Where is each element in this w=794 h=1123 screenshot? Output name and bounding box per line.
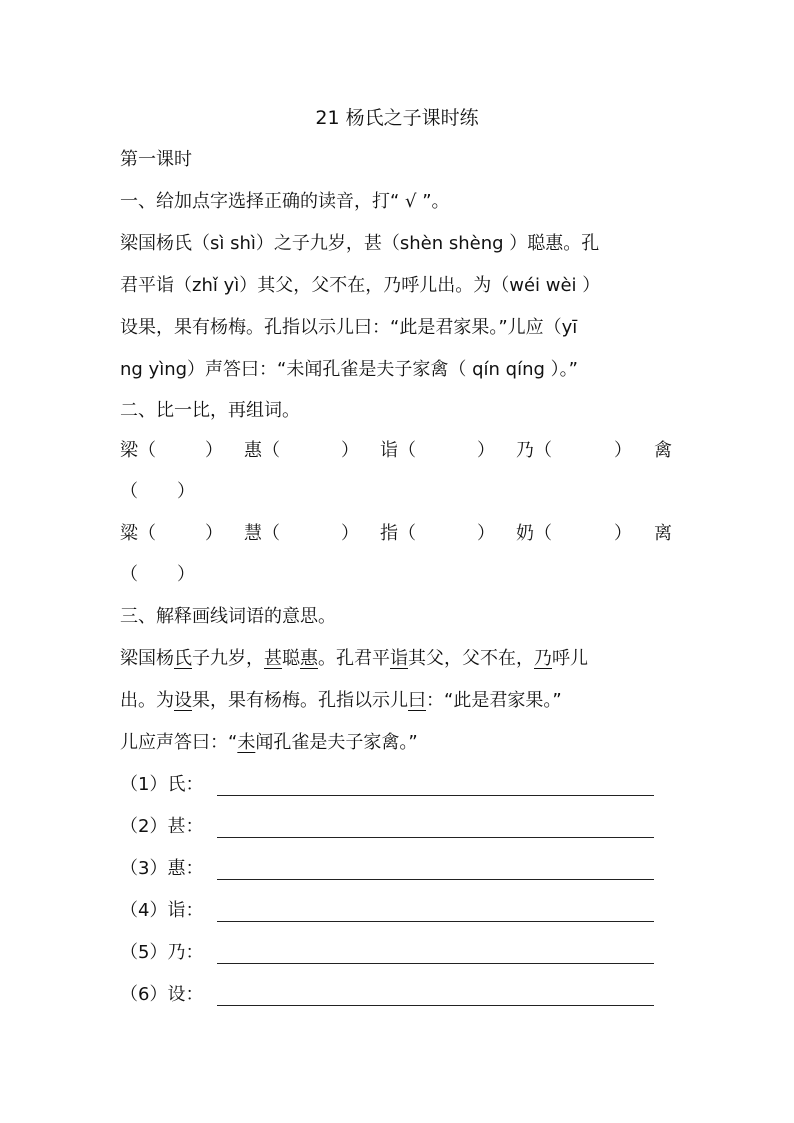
text: 梁国杨 <box>120 648 174 669</box>
text: 子九岁， <box>192 648 264 669</box>
word-group-close: ） <box>614 440 632 461</box>
answer-blank-line[interactable] <box>217 963 654 964</box>
word-group-close: ） <box>177 564 195 585</box>
underlined-word: 乃 <box>534 648 552 669</box>
word-group-close: ） <box>477 523 495 544</box>
word-group-close: ） <box>177 481 195 502</box>
word-group-close: ） <box>205 523 223 544</box>
underlined-word: 氏 <box>174 648 192 669</box>
answer-label: （1）氏： <box>120 774 204 795</box>
q3-passage-line <box>120 729 680 757</box>
underlined-word: 甚 <box>264 648 282 669</box>
text: 其父，父不在， <box>408 648 534 669</box>
underlined-word: 未 <box>237 732 256 753</box>
text: 闻孔雀是夫子家禽。” <box>255 732 418 753</box>
q1-line: ng yìng）声答曰：“未闻孔雀是夫子家禽（ qín qíng ）。” <box>120 359 578 380</box>
answer-label: （6）设： <box>120 984 204 1005</box>
word-group-close: ） <box>614 523 632 544</box>
underlined-word: 设 <box>174 690 192 711</box>
answer-blank-line[interactable] <box>217 1005 654 1006</box>
answer-label: （4）诣： <box>120 900 204 921</box>
word-group-close: ） <box>205 440 223 461</box>
word-group-close: ） <box>341 523 359 544</box>
word-group-open: （ <box>120 481 138 502</box>
text: 聪 <box>282 648 300 669</box>
answer-label: （2）甚： <box>120 816 204 837</box>
answer-item <box>120 897 203 925</box>
q3-passage-line <box>120 687 680 715</box>
q3-passage-line <box>120 645 680 673</box>
underlined-word: 惠 <box>300 648 318 669</box>
word-group-open: 梁（ <box>120 440 156 461</box>
text: 出。为 <box>120 690 174 711</box>
q3-heading: 三、解释画线词语的意思。 <box>120 606 336 627</box>
word-group-open: 慧（ <box>244 523 280 544</box>
text: 呼儿 <box>552 648 588 669</box>
lesson-label: 第一课时 <box>120 149 192 170</box>
word-group-open: 惠（ <box>244 440 280 461</box>
word-group-char: 离 <box>654 523 672 544</box>
q1-line: 设果，果有杨梅。孔指以示儿曰：“此是君家果。”儿应（yī <box>120 317 578 338</box>
answer-item <box>120 981 203 1009</box>
word-group-close: ） <box>341 440 359 461</box>
text: ：“此是君家果。” <box>426 690 562 711</box>
word-group-open: 诣（ <box>380 440 416 461</box>
answer-item <box>120 813 203 841</box>
worksheet-title: 21 杨氏之子课时练 <box>315 107 479 129</box>
answer-item <box>120 771 203 799</box>
text: 儿应声答曰：“ <box>120 732 238 753</box>
answer-item <box>120 939 203 967</box>
answer-label: （3）惠： <box>120 858 204 879</box>
underlined-word: 诣 <box>390 648 408 669</box>
word-group-close: ） <box>477 440 495 461</box>
word-group-open: 奶（ <box>516 523 552 544</box>
q2-heading: 二、比一比，再组词。 <box>120 400 300 421</box>
q1-line: 梁国杨氏（sì shì）之子九岁，甚（shèn shèng ）聪惠。孔 <box>120 233 600 254</box>
word-group-open: 乃（ <box>516 440 552 461</box>
word-group-char: 禽 <box>654 440 672 461</box>
text: 果，果有杨梅。孔指以示儿 <box>192 690 408 711</box>
word-group-open: （ <box>120 564 138 585</box>
answer-label: （5）乃： <box>120 942 204 963</box>
answer-blank-line[interactable] <box>217 837 654 838</box>
answer-blank-line[interactable] <box>217 921 654 922</box>
text: 。孔君平 <box>318 648 390 669</box>
word-group-open: 指（ <box>380 523 416 544</box>
q1-line: 君平诣（zhǐ yì）其父，父不在，乃呼儿出。为（wéi wèi ） <box>120 275 601 296</box>
word-group-open: 粱（ <box>120 523 156 544</box>
answer-blank-line[interactable] <box>217 795 654 796</box>
q1-heading: 一、给加点字选择正确的读音，打“ √ ”。 <box>120 191 450 212</box>
answer-blank-line[interactable] <box>217 879 654 880</box>
answer-item <box>120 855 203 883</box>
underlined-word: 曰 <box>408 690 426 711</box>
